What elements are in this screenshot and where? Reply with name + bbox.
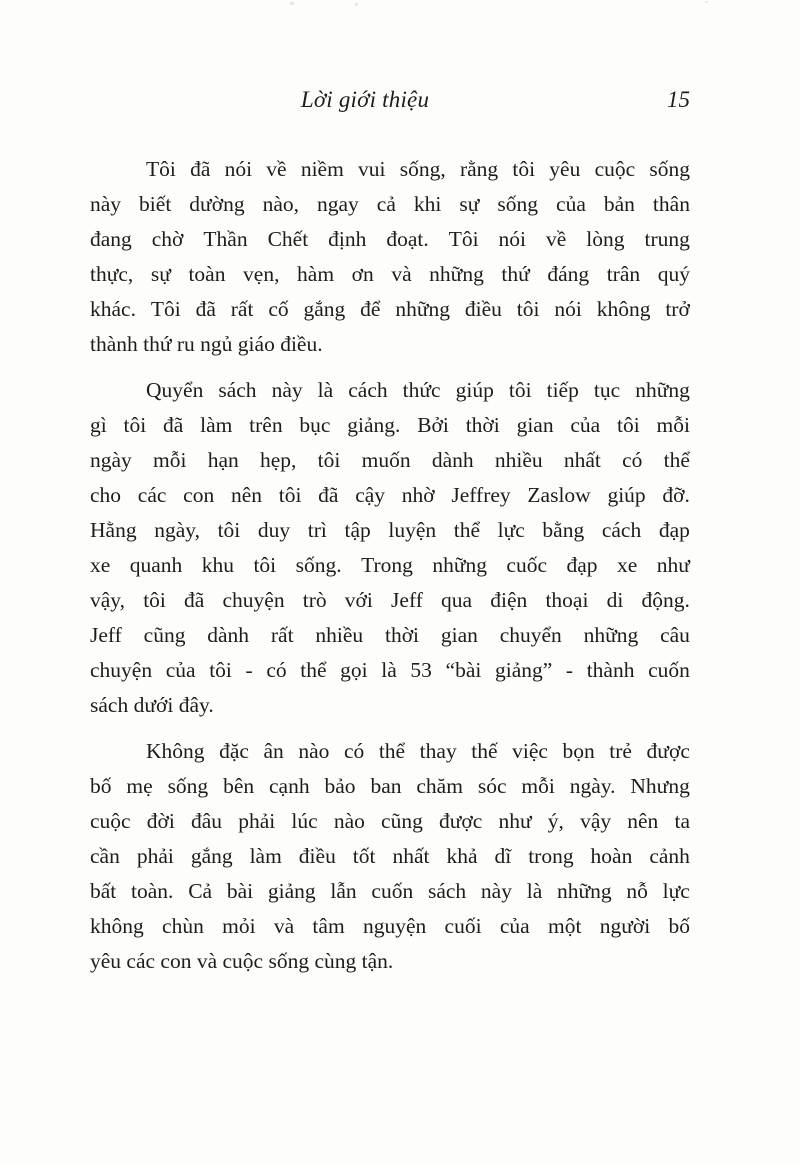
text-line: gì tôi đã làm trên bục giảng. Bởi thời gian của tôi mỗi [90, 413, 690, 437]
text-line: thực, sự toàn vẹn, hàm ơn và những thứ đáng trân quý [90, 262, 690, 286]
text-line: này biết dường nào, ngay cả khi sự sống của bản thân [90, 192, 690, 216]
text-line: đang chờ Thần Chết định đoạt. Tôi nói về lòng trung [90, 227, 690, 251]
paragraph [90, 152, 690, 362]
text-line: chuyện của tôi - có thể gọi là 53 “bài giảng” - thành cuốn [90, 658, 690, 682]
page-body [90, 152, 690, 979]
scan-artifact [355, 3, 358, 6]
scan-artifact [290, 2, 294, 5]
text-line: Jeff cũng dành rất nhiều thời gian chuyển những câu [90, 623, 690, 647]
text-line: xe quanh khu tôi sống. Trong những cuốc đạp xe như [90, 553, 690, 577]
text-line: khác. Tôi đã rất cố gắng để những điều tôi nói không trở [90, 297, 690, 321]
text-line: yêu các con và cuộc sống cùng tận. [90, 949, 394, 973]
paragraph [90, 373, 690, 723]
text-line: ngày mỗi hạn hẹp, tôi muốn dành nhiều nhất có thể [90, 448, 690, 472]
running-header-title: Lời giới thiệu [300, 87, 430, 112]
text-line: cần phải gắng làm điều tốt nhất khả dĩ trong hoàn cảnh [90, 844, 690, 868]
text-line: không chùn mỏi và tâm nguyện cuối của một người bố [90, 914, 690, 938]
text-line: bất toàn. Cả bài giảng lẫn cuốn sách này là những nỗ lực [90, 879, 690, 903]
scan-artifact [705, 1, 708, 3]
text-line: sách dưới đây. [90, 693, 214, 717]
text-line: Không đặc ân nào có thể thay thế việc bọn trẻ được [146, 739, 690, 763]
paragraph [90, 734, 690, 979]
text-line: cho các con nên tôi đã cậy nhờ Jeffrey Zaslow giúp đỡ. [90, 483, 690, 507]
text-line: Tôi đã nói về niềm vui sống, rằng tôi yêu cuộc sống [146, 157, 690, 181]
text-line: cuộc đời đâu phải lúc nào cũng được như ý, vậy nên ta [90, 809, 690, 833]
text-line: bố mẹ sống bên cạnh bảo ban chăm sóc mỗi ngày. Nhưng [90, 774, 690, 798]
text-line: Hằng ngày, tôi duy trì tập luyện thể lực bằng cách đạp [90, 518, 690, 542]
text-line: vậy, tôi đã chuyện trò với Jeff qua điện thoại di động. [90, 588, 690, 612]
text-line: thành thứ ru ngủ giáo điều. [90, 332, 323, 356]
page-number: 15 [667, 87, 690, 112]
text-line: Quyển sách này là cách thức giúp tôi tiếp tục những [146, 378, 690, 402]
